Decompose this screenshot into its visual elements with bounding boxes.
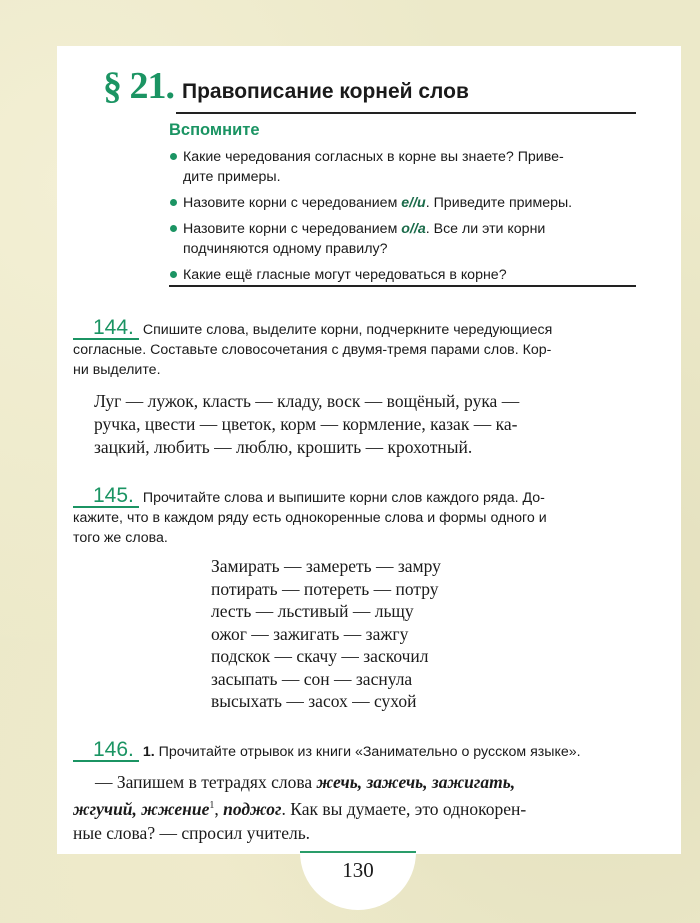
- section-title: Правописание корней слов: [182, 80, 469, 103]
- list-item: Замирать — замереть — замру: [211, 556, 441, 576]
- remember-heading: Вспомните: [169, 121, 260, 139]
- exercise-144-words: Луг — лужок, класть — кладу, воск — вощёный, рука — ручка, цвести — цветок, корм — кормление, казак — ка- зацкий, любить — люблю, крошить — крохотный.: [94, 391, 520, 457]
- list-item: подскок — скачу — заскочил: [211, 646, 429, 666]
- section-heading: [103, 64, 469, 108]
- exercise-number: 146.: [73, 740, 139, 762]
- list-item: засыпать — сон — заснула: [211, 668, 413, 689]
- list-item: высыхать — засох — сухой: [211, 691, 417, 711]
- remember-rule: [169, 285, 636, 287]
- subtask-number: 1.: [142, 744, 155, 760]
- exercise-145-task: 145. Прочитайте слова и выпишите корни слов каждого ряда. До- кажите, что в каждом ряду есть однокоренные слова и формы одного и того же слова.: [73, 484, 547, 546]
- section-number: § 21.: [103, 65, 174, 107]
- exercise-146-quote: — Запишем в тетрадях слова жечь, зажечь, зажигать, жгучий, жжение$^1$, поджог. Как вы думаете, это однокорен- ные слова? — спросил учитель.: [73, 772, 527, 843]
- page-number: 130: [342, 858, 374, 882]
- remember-list: [169, 147, 637, 291]
- bullet-icon: [170, 199, 177, 206]
- list-item: потирать — потереть — потру: [211, 578, 439, 599]
- list-item: Какие ещё гласные могут чередоваться в корне?: [169, 265, 637, 285]
- list-item: Какие чередования согласных в корне вы знаете? Приве- дите примеры.: [169, 147, 637, 187]
- alternation-mark: е//и: [401, 195, 426, 211]
- exercise-144-task: 144. Спишите слова, выделите корни, подчеркните чередующиеся согласные. Составьте словосочетания с двумя-тремя парами слов. Кор- ни выделите.: [73, 316, 553, 378]
- list-item: ожог — зажигать — зажгу: [211, 623, 409, 644]
- list-item: лесть — льстивый — льщу: [211, 601, 414, 621]
- list-item: Назовите корни с чередованием о//а. Все ли эти корни подчиняются одному правилу?: [169, 219, 637, 259]
- list-item: Назовите корни с чередованием е//и. Приведите примеры.: [169, 193, 637, 213]
- exercise-number: 144.: [73, 318, 139, 340]
- bullet-icon: [170, 271, 177, 278]
- title-rule: [176, 112, 636, 114]
- alternation-mark: о//а: [401, 221, 426, 237]
- exercise-145-rows: [211, 555, 441, 713]
- bullet-icon: [170, 153, 177, 160]
- bullet-icon: [170, 225, 177, 232]
- exercise-146-task: 146. 1. Прочитайте отрывок из книги «Занимательно о русском языке».: [73, 740, 638, 762]
- page-number-rule: [300, 851, 416, 853]
- exercise-number: 145.: [73, 486, 139, 508]
- footnote-mark: 1: [209, 800, 215, 811]
